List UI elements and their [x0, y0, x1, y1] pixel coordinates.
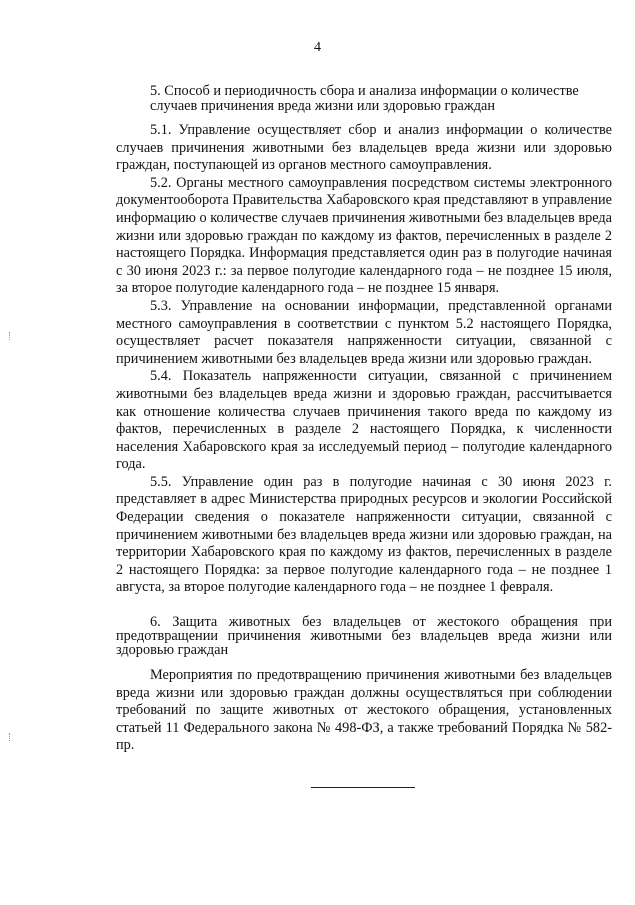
- margin-mark: [9, 733, 12, 741]
- document-body: [116, 84, 612, 755]
- paragraph-5-3: 5.3. Управление на основании информации, представленной органами местного самоуправления в соответствии с пунктом 5.2 настоящего Порядка, осуществляет расчет показателя напряженности ситуации, связанной с причинением животными без владельцев вреда жизни или здоровью граждан.: [116, 297, 612, 367]
- paragraph-5-4: 5.4. Показатель напряженности ситуации, связанной с причинением животными без владельцев вреда жизни и здоровью граждан, рассчитывается как отношение количества случаев причинения такого вреда по каждому из фактов, перечисленных в разделе 2 настоящего Порядка, к численности населения Хабаровского края за исследуемый период – полугодие календарного года.: [116, 368, 612, 473]
- page-number: 4: [314, 40, 321, 55]
- paragraph-5-1: 5.1. Управление осуществляет сбор и анализ информации о количестве случаев причинения животными без владельцев вреда жизни или здоровью граждан, поступающей из органов местного самоуправления.: [116, 122, 612, 174]
- section-5-heading: [116, 84, 612, 114]
- paragraph-5-5: 5.5. Управление один раз в полугодие начиная с 30 июня 2023 г. представляет в адрес Министерства природных ресурсов и экологии Российской Федерации сведения о показателе напряженности ситуации, связанной с причинением животными без владельцев вреда жизни или здоровью граждан, на территории Хабаровского края по каждому из фактов, перечисленных в разделе 2 настоящего Порядка: за первое полугодие календарного года – не позднее 1 августа, за второе полугодие календарного года – не позднее 1 февраля.: [116, 473, 612, 596]
- section-6-heading: 6. Защита животных без владельцев от жестокого обращения при предотвращении причинения животными без владельцев вреда жизни или здоровью граждан: [116, 614, 612, 659]
- paragraph-5-2: 5.2. Органы местного самоуправления посредством системы электронного документооборота Правительства Хабаровского края представляют в управление информацию о количестве случаев причинения животными без владельцев вреда жизни или здоровью граждан по каждому из фактов, перечисленных в разделе 2 настоящего Порядка. Информация представляется один раз в полугодие начиная с 30 июня 2023 г.: за первое полугодие календарного года – не позднее 15 июля, за второе полугодие календарного года – не позднее 15 января.: [116, 174, 612, 297]
- end-rule: [311, 787, 415, 788]
- section-5-heading-line1: 5. Способ и периодичность сбора и анализа информации о количестве: [150, 83, 579, 99]
- section-5-heading-line2: случаев причинения вреда жизни или здоровью граждан: [150, 98, 496, 114]
- paragraph-6-1: Мероприятия по предотвращению причинения животными без владельцев вреда жизни или здоровью граждан должны осуществляться при соблюдении требований по защите животных от жестокого обращения, установленных статьей 11 Федерального закона № 498-ФЗ, а также требований Порядка № 582-пр.: [116, 667, 612, 754]
- margin-mark: [9, 332, 12, 340]
